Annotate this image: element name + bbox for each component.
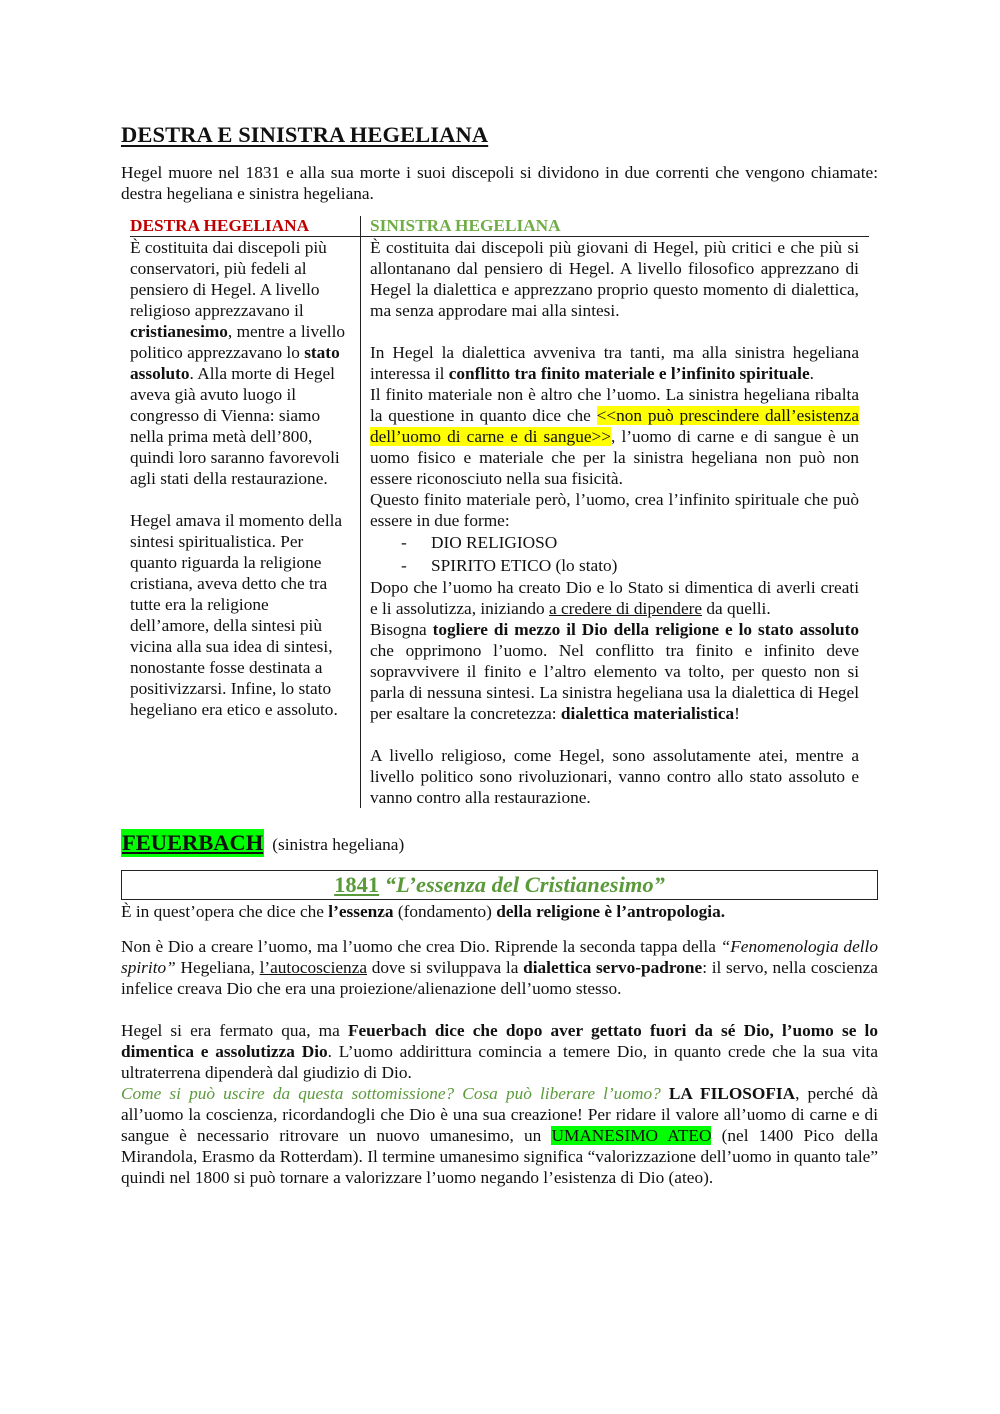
feuerbach-heading: FEUERBACH xyxy=(122,830,264,855)
feuerbach-paragraph-2: Non è Dio a creare l’uomo, ma l’uomo che crea Dio. Riprende la seconda tappa della “Fenomenologia dello spirito” Hegeliana, l’autocoscienza dove si sviluppava la dialettica servo-padrone: il servo, nella coscienza infelice creava Dio che era una proiezione/alienazione dell’uomo stesso. xyxy=(121,937,878,998)
green-question: Come si può uscire da questa sottomissione? Cosa può liberare l’uomo? xyxy=(121,1084,661,1103)
feuerbach-heading-line xyxy=(121,829,878,857)
page-title: DESTRA E SINISTRA HEGELIANA xyxy=(121,122,489,147)
highlighted-quote: <<non può prescindere dall’esistenza dell’uomo di carne e di sangue>> xyxy=(370,406,859,446)
sinistra-paragraph-2: In Hegel la dialettica avveniva tra tanti, ma alla sinistra hegeliana interessa il conflitto tra finito materiale e l’infinito spirituale. xyxy=(370,343,859,383)
sinistra-paragraph-1: È costituita dai discepoli più giovani di Hegel, più critici e che più si allontanano dal pensiero di Hegel. A livello filosofico apprezzano di Hegel la dialettica e apprezzano proprio questo momento di dialettica, ma senza approdare mai alla sintesi. xyxy=(370,238,859,320)
sinistra-paragraph-3: Il finito materiale non è altro che l’uomo. La sinistra hegeliana ribalta la questione in quanto dice che <<non può prescindere dall’esistenza dell’uomo di carne e di sangue>>, l’uomo di carne e di sangue è un uomo fisico e materiale che per la sinistra hegeliana non può non essere riconosciuto nella sua fisicità. xyxy=(370,385,860,488)
intro-paragraph: Hegel muore nel 1831 e alla sua morte i suoi discepoli si dividono in due correnti che vengono chiamate: destra hegeliana e sinistra hegeliana. xyxy=(121,163,878,203)
document-page xyxy=(121,120,878,1188)
list-item: - DIO RELIGIOSO xyxy=(401,531,859,554)
sinistra-paragraph-4: Questo finito materiale però, l’uomo, crea l’infinito spirituale che può essere in due forme: xyxy=(370,490,859,530)
sinistra-paragraph-6: Bisogna togliere di mezzo il Dio della religione e lo stato assoluto che opprimono l’uomo. Nel conflitto tra finito e infinito deve sopravvivere il finito e l’altro elemento va tolto, per questo non si parla di nessuna sintesi. La sinistra hegeliana usa la dialettica di Hegel per esaltare la concretezza: dialettica materialistica! xyxy=(370,620,859,723)
destra-paragraph-1: È costituita dai discepoli più conservatori, più fedeli al pensiero di Hegel. A livello religioso apprezzavano il cristianesimo, mentre a livello politico apprezzavano lo stato assoluto. Alla morte di Hegel aveva già avuto luogo il congresso di Vienna: siamo nella prima metà dell’800, quindi loro saranno favorevoli agli stati della restaurazione. xyxy=(130,238,346,488)
sinistra-paragraph-5: Dopo che l’uomo ha creato Dio e lo Stato si dimentica di averli creati e li assolutizza, iniziando a credere di dipendere da quelli. xyxy=(370,578,859,618)
work-title-box xyxy=(121,870,878,900)
sinistra-column xyxy=(361,216,869,808)
feuerbach-paragraph-3: Hegel si era fermato qua, ma Feuerbach dice che dopo aver gettato fuori da sé Dio, l’uomo se lo dimentica e assolutizza Dio. L’uomo addirittura comincia a temere Dio, in quanto crede che la sua vita ultraterrena dipenderà dal giudizio di Dio. xyxy=(121,1021,878,1082)
highlighted-term: UMANESIMO ATEO xyxy=(551,1126,712,1145)
destra-heading: DESTRA HEGELIANA xyxy=(130,216,360,237)
work-year: 1841 xyxy=(334,872,380,897)
feuerbach-paragraph-4: Come si può uscire da questa sottomissione? Cosa può liberare l’uomo? LA FILOSOFIA, perché dà all’uomo la coscienza, ricordandogli che Dio è una sua creazione! Per ridare il valore all’uomo di carne e di sangue è necessario ritrovare un nuovo umanesimo, un UMANESIMO ATEO (nel 1400 Pico della Mirandola, Erasmo da Rotterdam). Il termine umanesimo significa “valorizzazione dell’uomo in quanto tale” quindi nel 1800 si può tornare a valorizzare l’uomo negando l’esistenza di Dio (ateo). xyxy=(121,1084,879,1187)
comparison-table xyxy=(121,216,878,808)
work-title: “L’essenza del Cristianesimo” xyxy=(384,872,665,897)
list-item: - SPIRITO ETICO (lo stato) xyxy=(401,554,859,577)
destra-column xyxy=(121,216,361,808)
sinistra-paragraph-7: A livello religioso, come Hegel, sono assolutamente atei, mentre a livello politico sono rivoluzionari, vanno contro allo stato assoluto e vanno contro alla restaurazione. xyxy=(370,746,859,807)
feuerbach-subtitle: (sinistra hegeliana) xyxy=(272,835,405,854)
forms-list xyxy=(370,531,859,577)
sinistra-heading: SINISTRA HEGELIANA xyxy=(361,216,869,237)
feuerbach-paragraph-1: È in quest’opera che dice che l’essenza (fondamento) della religione è l’antropologia. xyxy=(121,902,726,921)
destra-paragraph-2: Hegel amava il momento della sintesi spiritualistica. Per quanto riguarda la religione cristiana, aveva detto che tra tutte era la religione dell’amore, della sintesi più vicina alla sua idea di sintesi, nonostante fosse destinata a positivizzarsi. Infine, lo stato hegeliano era etico e assoluto. xyxy=(130,511,343,719)
